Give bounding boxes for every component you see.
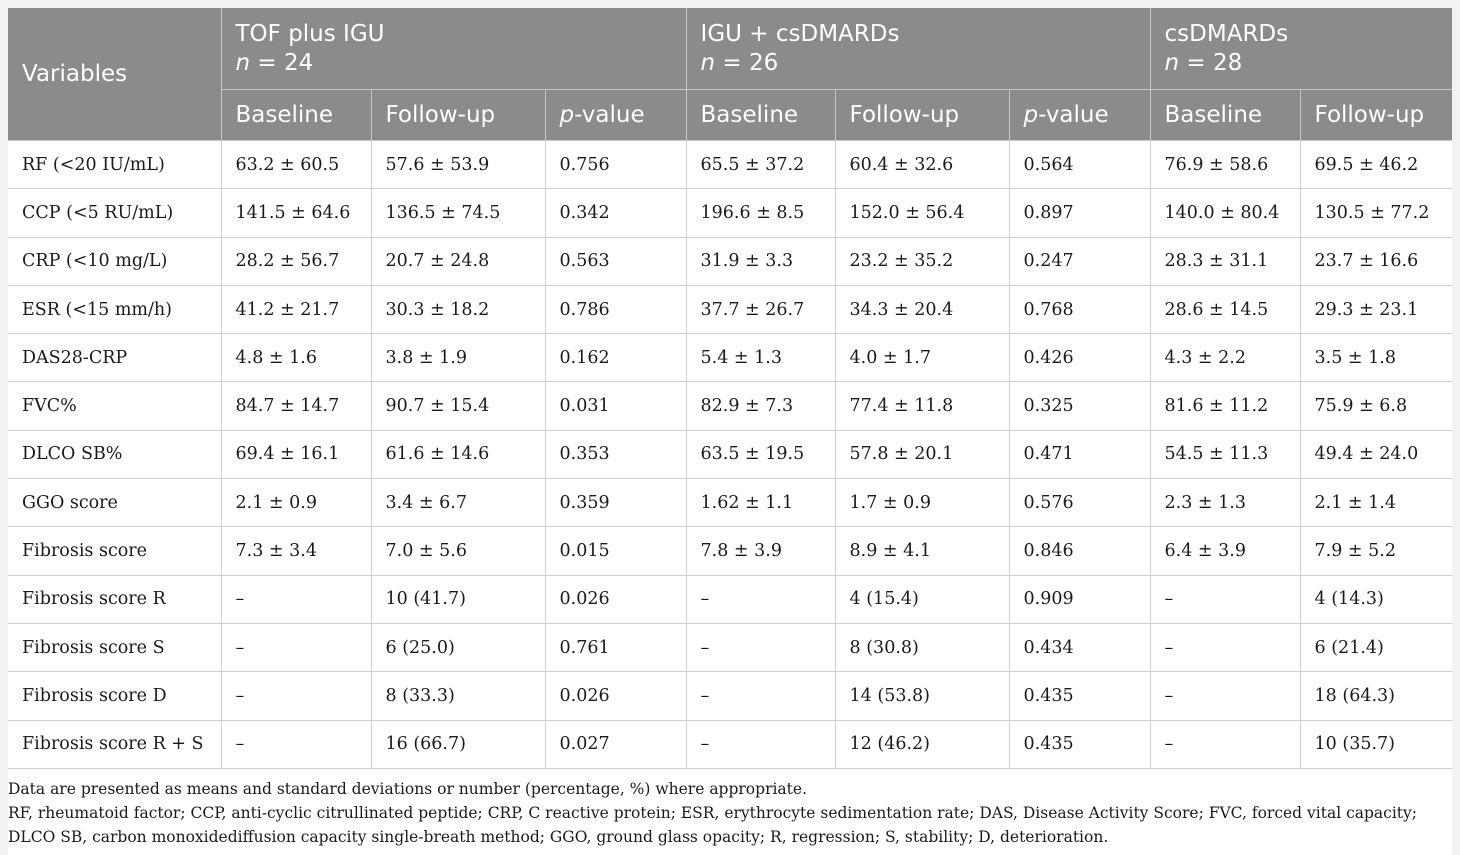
table-cell: 6 (21.4) [1300, 623, 1452, 671]
table-row [8, 479, 1452, 527]
table-cell: 34.3 ± 20.4 [835, 285, 1009, 333]
table-row [8, 285, 1452, 333]
row-label: Fibrosis score R + S [8, 720, 221, 768]
table-cell: 28.3 ± 31.1 [1150, 237, 1300, 285]
subheader-followup: Follow-up [1300, 90, 1452, 141]
table-cell: 0.435 [1009, 672, 1150, 720]
table-cell: 63.2 ± 60.5 [221, 141, 371, 189]
table-cell: 3.8 ± 1.9 [371, 334, 545, 382]
table-cell: 30.3 ± 18.2 [371, 285, 545, 333]
group-header-csdmards [1150, 8, 1452, 90]
table-cell: 0.761 [545, 623, 686, 671]
group-n: n = 28 [1164, 49, 1243, 76]
table-header [8, 8, 1452, 141]
table-cell: 0.563 [545, 237, 686, 285]
table-cell: 0.756 [545, 141, 686, 189]
table-cell: 2.1 ± 1.4 [1300, 479, 1452, 527]
table-cell: 0.564 [1009, 141, 1150, 189]
table-cell: 12 (46.2) [835, 720, 1009, 768]
subheader-p-value: p-value [545, 90, 686, 141]
table-cell: 152.0 ± 56.4 [835, 189, 1009, 237]
table-cell: 49.4 ± 24.0 [1300, 430, 1452, 478]
row-label: Fibrosis score S [8, 623, 221, 671]
table-cell: 0.434 [1009, 623, 1150, 671]
table-cell: 76.9 ± 58.6 [1150, 141, 1300, 189]
row-label: GGO score [8, 479, 221, 527]
table-cell: – [221, 672, 371, 720]
row-label: DAS28-CRP [8, 334, 221, 382]
table-cell: 4.0 ± 1.7 [835, 334, 1009, 382]
subheader-baseline: Baseline [221, 90, 371, 141]
table-cell: 65.5 ± 37.2 [686, 141, 835, 189]
table-row [8, 527, 1452, 575]
group-n: n = 24 [235, 49, 314, 76]
table-row [8, 334, 1452, 382]
variables-header: Variables [8, 8, 221, 141]
row-label: DLCO SB% [8, 430, 221, 478]
table-panel [8, 8, 1452, 855]
table-cell: 7.0 ± 5.6 [371, 527, 545, 575]
table-cell: 141.5 ± 64.6 [221, 189, 371, 237]
table-cell: – [1150, 575, 1300, 623]
footnote: RF, rheumatoid factor; CCP, anti-cyclic citrullinated peptide; CRP, C reactive protein; ESR, erythrocyte sedimentation rate; DAS, Disease Activity Score; FVC, forced vital capacity; DLCO SB, carbon monoxidediffusion capacity single-breath method; GGO, ground glass opacity; R, regression; S, stability; D, deterioration. [8, 803, 1418, 846]
table-cell: 0.342 [545, 189, 686, 237]
table-cell: 23.2 ± 35.2 [835, 237, 1009, 285]
table-row [8, 430, 1452, 478]
group-name: csDMARDs [1164, 20, 1289, 47]
table-cell: 0.471 [1009, 430, 1150, 478]
table-cell: – [221, 623, 371, 671]
table-cell: 0.359 [545, 479, 686, 527]
row-label: RF (<20 IU/mL) [8, 141, 221, 189]
table-cell: 4.8 ± 1.6 [221, 334, 371, 382]
table-cell: 0.435 [1009, 720, 1150, 768]
table-row [8, 575, 1452, 623]
table-cell: 61.6 ± 14.6 [371, 430, 545, 478]
table-cell: 81.6 ± 11.2 [1150, 382, 1300, 430]
table-cell: 3.4 ± 6.7 [371, 479, 545, 527]
table-cell: 1.7 ± 0.9 [835, 479, 1009, 527]
table-row [8, 672, 1452, 720]
table-cell: 0.031 [545, 382, 686, 430]
table-cell: 54.5 ± 11.3 [1150, 430, 1300, 478]
row-label: Fibrosis score R [8, 575, 221, 623]
table-cell: 82.9 ± 7.3 [686, 382, 835, 430]
group-name: TOF plus IGU [235, 20, 385, 47]
table-cell: 5.4 ± 1.3 [686, 334, 835, 382]
table-cell: 140.0 ± 80.4 [1150, 189, 1300, 237]
table-cell: 84.7 ± 14.7 [221, 382, 371, 430]
table-cell: 28.6 ± 14.5 [1150, 285, 1300, 333]
table-cell: 10 (41.7) [371, 575, 545, 623]
group-header-tof-igu [221, 8, 686, 90]
table-cell: 4 (14.3) [1300, 575, 1452, 623]
table-cell: – [1150, 672, 1300, 720]
table-cell: 41.2 ± 21.7 [221, 285, 371, 333]
table-row [8, 141, 1452, 189]
table-cell: 18 (64.3) [1300, 672, 1452, 720]
row-label: CCP (<5 RU/mL) [8, 189, 221, 237]
subheader-p-value: p-value [1009, 90, 1150, 141]
table-cell: 196.6 ± 8.5 [686, 189, 835, 237]
table-cell: 6 (25.0) [371, 623, 545, 671]
table-cell: 57.8 ± 20.1 [835, 430, 1009, 478]
table-row [8, 382, 1452, 430]
table-cell: – [686, 623, 835, 671]
table-cell: 77.4 ± 11.8 [835, 382, 1009, 430]
table-cell: 31.9 ± 3.3 [686, 237, 835, 285]
table-row [8, 189, 1452, 237]
footnote: Data are presented as means and standard deviations or number (percentage, %) where appropriate. [8, 779, 807, 798]
table-cell: – [686, 575, 835, 623]
table-cell: 0.026 [545, 575, 686, 623]
table-cell: 10 (35.7) [1300, 720, 1452, 768]
table-row [8, 237, 1452, 285]
table-cell: – [686, 720, 835, 768]
table-cell: 29.3 ± 23.1 [1300, 285, 1452, 333]
subheader-followup: Follow-up [835, 90, 1009, 141]
row-label: Fibrosis score D [8, 672, 221, 720]
results-table [8, 8, 1452, 769]
table-cell: 4.3 ± 2.2 [1150, 334, 1300, 382]
table-cell: 0.015 [545, 527, 686, 575]
table-cell: 0.846 [1009, 527, 1150, 575]
row-label: Fibrosis score [8, 527, 221, 575]
table-cell: – [221, 720, 371, 768]
table-body [8, 141, 1452, 769]
table-footnotes [8, 769, 1452, 849]
table-cell: 0.162 [545, 334, 686, 382]
table-cell: 0.897 [1009, 189, 1150, 237]
table-cell: 6.4 ± 3.9 [1150, 527, 1300, 575]
table-cell: 23.7 ± 16.6 [1300, 237, 1452, 285]
table-cell: 0.909 [1009, 575, 1150, 623]
table-cell: 7.8 ± 3.9 [686, 527, 835, 575]
table-cell: 0.026 [545, 672, 686, 720]
table-cell: 0.325 [1009, 382, 1150, 430]
table-cell: 2.1 ± 0.9 [221, 479, 371, 527]
table-cell: 14 (53.8) [835, 672, 1009, 720]
table-cell: 0.247 [1009, 237, 1150, 285]
table-cell: 57.6 ± 53.9 [371, 141, 545, 189]
table-cell: 8.9 ± 4.1 [835, 527, 1009, 575]
table-cell: 20.7 ± 24.8 [371, 237, 545, 285]
table-cell: 7.9 ± 5.2 [1300, 527, 1452, 575]
table-cell: 8 (33.3) [371, 672, 545, 720]
table-cell: 90.7 ± 15.4 [371, 382, 545, 430]
table-cell: 2.3 ± 1.3 [1150, 479, 1300, 527]
table-cell: 0.786 [545, 285, 686, 333]
table-cell: 1.62 ± 1.1 [686, 479, 835, 527]
group-n: n = 26 [700, 49, 779, 76]
table-cell: – [1150, 623, 1300, 671]
table-cell: 0.353 [545, 430, 686, 478]
table-cell: 3.5 ± 1.8 [1300, 334, 1452, 382]
table-cell: 69.4 ± 16.1 [221, 430, 371, 478]
table-cell: 4 (15.4) [835, 575, 1009, 623]
group-name: IGU + csDMARDs [700, 20, 900, 47]
table-cell: 60.4 ± 32.6 [835, 141, 1009, 189]
table-cell: – [221, 575, 371, 623]
group-header-igu-csdmards [686, 8, 1150, 90]
table-cell: 0.426 [1009, 334, 1150, 382]
table-cell: 7.3 ± 3.4 [221, 527, 371, 575]
table-cell: – [1150, 720, 1300, 768]
row-label: ESR (<15 mm/h) [8, 285, 221, 333]
table-cell: 0.027 [545, 720, 686, 768]
table-cell: 16 (66.7) [371, 720, 545, 768]
table-cell: 130.5 ± 77.2 [1300, 189, 1452, 237]
table-cell: 69.5 ± 46.2 [1300, 141, 1452, 189]
table-cell: 136.5 ± 74.5 [371, 189, 545, 237]
table-cell: 0.576 [1009, 479, 1150, 527]
table-cell: – [686, 672, 835, 720]
table-row [8, 720, 1452, 768]
row-label: FVC% [8, 382, 221, 430]
table-cell: 63.5 ± 19.5 [686, 430, 835, 478]
table-row [8, 623, 1452, 671]
table-cell: 75.9 ± 6.8 [1300, 382, 1452, 430]
table-cell: 8 (30.8) [835, 623, 1009, 671]
subheader-baseline: Baseline [686, 90, 835, 141]
subheader-followup: Follow-up [371, 90, 545, 141]
row-label: CRP (<10 mg/L) [8, 237, 221, 285]
subheader-baseline: Baseline [1150, 90, 1300, 141]
table-cell: 28.2 ± 56.7 [221, 237, 371, 285]
table-cell: 0.768 [1009, 285, 1150, 333]
table-cell: 37.7 ± 26.7 [686, 285, 835, 333]
